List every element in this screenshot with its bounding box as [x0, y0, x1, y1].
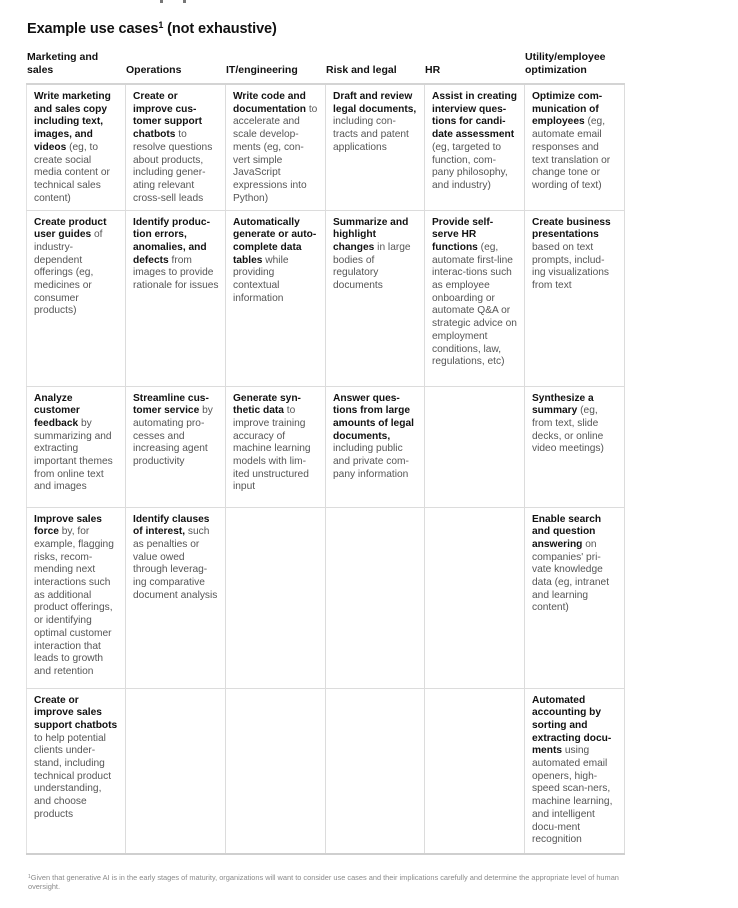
use-case-cell [525, 84, 625, 210]
use-case-title: Optimize com-munication of employees [532, 91, 603, 128]
use-case-cell [425, 210, 525, 386]
use-case-title: Synthesize a summary [532, 392, 594, 417]
empty-cell [226, 688, 326, 854]
use-case-description: based on text prompts, includ-ing visualizations from text [532, 241, 610, 292]
table-row [27, 688, 625, 854]
use-case-description: by, for example, flagging risks, recom-mending next interactions such as additional product offerings, or identifying optimal customer interaction that leads to growth and retention [34, 526, 114, 677]
column-header-hr: HR [425, 64, 441, 76]
use-case-description: on companies' pri-vate knowledge data (eg, intranet and learning content) [532, 538, 610, 614]
title-suffix: (not exhaustive) [163, 21, 277, 37]
use-case-cell [126, 210, 226, 386]
use-case-description: to accelerate and scale develop-ments (eg, con-vert simple JavaScript expressions into Python) [233, 103, 318, 204]
use-case-description: (eg, automate first-line interac-tions such as employee onboarding or automate Q&A or strategic advice on employment conditions, law, regulations, etc) [432, 241, 517, 368]
use-case-cell [226, 210, 326, 386]
column-header-utility: Utility/employee optimization [525, 51, 606, 76]
use-case-cell [226, 84, 326, 210]
cropped-heading-fragment [150, 0, 190, 3]
use-case-cell [126, 507, 226, 688]
empty-cell [425, 688, 525, 854]
use-case-description: from images to provide rationale for issues [133, 254, 219, 292]
table-row [27, 507, 625, 688]
use-case-title: Create or improve cus-tomer support chatbots [133, 91, 203, 141]
use-case-description: to improve training accuracy of machine learning models with lim-ited unstructured input [233, 405, 311, 493]
empty-cell [226, 507, 326, 688]
use-case-cell [27, 386, 126, 507]
use-case-title: Improve sales force [34, 513, 102, 538]
column-header-operations: Operations [126, 64, 182, 76]
title-text: Example use cases [27, 21, 159, 37]
use-case-title: Summarize and highlight changes [333, 216, 409, 253]
use-case-title: Streamline cus-tomer service [133, 392, 209, 417]
empty-cell [326, 688, 425, 854]
footnote-marker: 1 [28, 874, 31, 880]
use-case-description: to help potential clients under-stand, including technical product understanding, and choose products [34, 732, 112, 820]
use-case-title: Analyze customer feedback [34, 392, 80, 429]
use-case-cell [27, 210, 126, 386]
use-case-cell [27, 84, 126, 210]
use-case-cell [27, 688, 126, 854]
use-case-cell [226, 386, 326, 507]
use-case-title: Create business presentations [532, 216, 611, 241]
use-case-description: to resolve questions about products, including gener-ating relevant cross-sell leads [133, 129, 213, 204]
use-case-cell [27, 507, 126, 688]
use-case-title: Answer ques-tions from large amounts of legal documents, [333, 392, 414, 442]
use-case-cell [525, 688, 625, 854]
table-row [27, 386, 625, 507]
column-header-risk: Risk and legal [326, 64, 397, 76]
use-case-title: Provide self-serve HR functions [432, 216, 494, 253]
use-case-cell [326, 210, 425, 386]
use-case-description: of industry-dependent offerings (eg, medicines or consumer products) [34, 229, 103, 317]
use-case-cell [326, 84, 425, 210]
column-header-it: IT/engineering [226, 64, 298, 76]
use-case-description: including public and private com-pany information [333, 443, 409, 480]
column-header-marketing: Marketing and sales [27, 51, 99, 76]
use-case-title: Automatically generate or auto-complete data tables [233, 216, 317, 266]
use-case-cell [525, 210, 625, 386]
use-case-description: (eg, targeted to function, com-pany philosophy, and industry) [432, 141, 508, 191]
use-case-description: (eg, automate email responses and text translation or change tone or wording of text) [532, 116, 611, 191]
page-title [27, 21, 277, 37]
use-case-description: (eg, to create social media content or technical sales content) [34, 141, 110, 204]
title-footnote-marker: 1 [158, 20, 164, 30]
use-case-title: Identify clauses of interest, [133, 513, 210, 538]
use-case-description: including con-tracts and patent applications [333, 116, 409, 153]
use-case-cell [425, 84, 525, 210]
use-case-cell [525, 507, 625, 688]
use-cases-table [26, 83, 625, 855]
use-case-description: (eg, from text, slide decks, or online video meetings) [532, 405, 604, 455]
use-case-title: Create or improve sales support chatbots [34, 694, 118, 731]
use-case-description: using automated email openers, high-speed scan-ners, machine learning, and intelligent docu-ment recognition [532, 745, 613, 846]
use-case-title: Write marketing and sales copy including text, images, and videos [34, 91, 111, 153]
use-case-title: Identify produc-tion errors, anomalies, and defects [133, 216, 210, 266]
footnote [28, 873, 628, 891]
table-row [27, 84, 625, 210]
use-case-title: Assist in creating interview ques-tions for candi-date assessment [432, 91, 517, 141]
use-case-cell [525, 386, 625, 507]
use-case-title: Generate syn-thetic data [233, 392, 301, 417]
use-case-cell [126, 84, 226, 210]
use-case-cell [326, 386, 425, 507]
use-case-description: in large bodies of regulatory documents [333, 241, 411, 292]
use-case-title: Enable search and question answering [532, 513, 602, 550]
empty-cell [425, 507, 525, 688]
column-headers [26, 51, 624, 83]
empty-cell [326, 507, 425, 688]
use-case-description: while providing contextual information [233, 254, 289, 304]
empty-cell [126, 688, 226, 854]
use-case-description: such as penalties or value owed through leverag-ing comparative document analysis [133, 526, 218, 601]
use-case-description: by summarizing and extracting important themes from online text and images [34, 417, 113, 493]
use-case-title: Write code and documentation [233, 91, 307, 115]
use-case-cell [126, 386, 226, 507]
use-case-description: by automating pro-cesses and increasing agent productivity [133, 405, 213, 468]
use-case-title: Create product user guides [34, 216, 107, 241]
footnote-text: Given that generative AI is in the early stages of maturity, organizations will want to consider use cases and their implications carefully and determine the appropriate level of human oversight. [28, 873, 619, 891]
use-case-title: Draft and review legal documents, [333, 91, 417, 115]
empty-cell [425, 386, 525, 507]
use-case-title: Automated accounting by sorting and extracting docu-ments [532, 694, 612, 757]
table-row [27, 210, 625, 386]
